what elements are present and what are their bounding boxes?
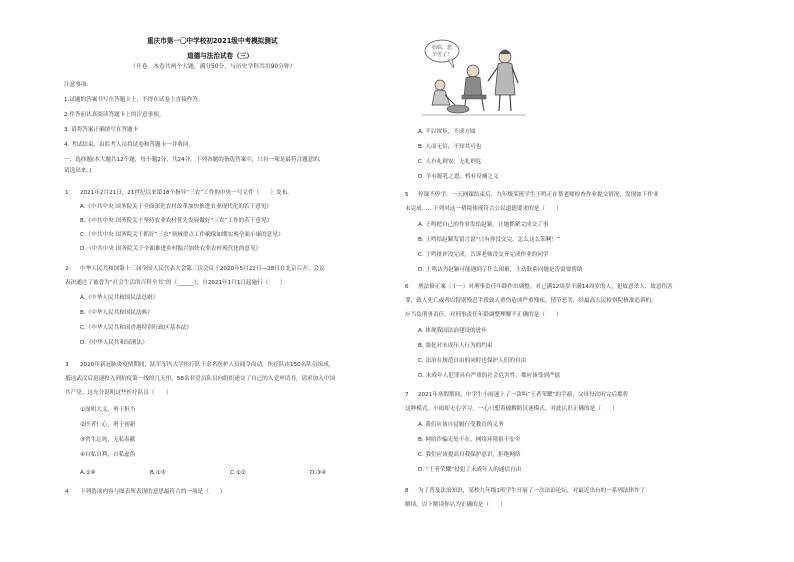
bubble-text: 辛苦了！ (431, 52, 453, 58)
question-stem: 应当负刑事责任。对刑事责任年龄调整理解不正确的是（ ） (405, 312, 562, 318)
statement-item: ①深明大义，勇于担当 (80, 407, 136, 413)
statement-item: ④自私自利，自私虚伪 (80, 452, 136, 458)
answer-option: B.《中华人民共和国民法典》 (80, 310, 153, 316)
question-stem: 罪，致人死亡或者以特别残忍手段致人重伤造成严重残疾，情节恶劣，经最高人民检察院核准追诉的， (405, 298, 657, 304)
question-stem: 这种模式。小雨却无心学习，一心只想着破解防沉迷模式。对此认识正确的是（ ） (405, 406, 618, 412)
answer-option: B. 强化对未成年人行为的约束 (418, 343, 493, 349)
answer-option: C. 人有礼则安，无礼则危 (418, 159, 482, 165)
cartoon-illustration (418, 37, 530, 119)
answer-option: C. 法治在规范自由的同时也保护人们的自由 (418, 358, 527, 364)
note-item: 4. 考试结束，由监考人员将试卷和答题卡一并收回。 (64, 142, 195, 148)
note-item: 2.作答前认真阅读答题卡上的注意事项。 (64, 112, 165, 118)
question-stem: 未完成……下列对这一情境体现符合公民道德要求的是（ ） (405, 206, 562, 212)
answer-option: D.《中华人民共和国刑法》 (80, 340, 148, 346)
question-stem: 中华人民共和国第十三届全国人民代表大会第三次会议于2020年5月22日—28日在北京召开。会议 (80, 266, 325, 272)
answer-option: A. 体现我国法治建设的进步 (418, 328, 487, 334)
exam-info: （开卷 本卷共两个大题，满分50分，与历史学科共用90分钟） (130, 64, 296, 70)
question-stem: 为了普及法治知识，某校九年级1班学生开展了一次法治论坛，对最近出台的一系列法律作了 (418, 488, 646, 494)
question-number: 8 (405, 488, 409, 494)
answer-option: A.①④ (80, 470, 96, 476)
answer-option: A. 我们应该自觉履行受教育的义务 (418, 422, 504, 428)
answer-option: D.《中共中央 国务院关于全面推进乡村振兴加快农业农村现代化的意见》 (80, 246, 262, 252)
question-number: 3 (65, 362, 69, 368)
question-number: 2 (65, 266, 69, 272)
statement-item: ③舍生忘死，无私奉献 (80, 437, 136, 443)
question-stem: 共产党。这充分说明这些医疗队员（ ） (65, 390, 172, 396)
question-stem: 停课不停学。一天网课结束后，九年级某班学生王鸣正在帮老师检查作业提交情况，发现如下作业 (418, 192, 659, 198)
question-number: 7 (405, 392, 409, 398)
answer-option: A.《中共中央 国务院关于全面深化农村改革加快推进农业现代化的若干意见》 (80, 204, 272, 210)
answer-option: D. “王者荣耀”侵犯了未成年人的通信自由 (418, 467, 522, 473)
note-item: 1.试题的答案书写在答题卡上，不得在试卷上直接作答。 (64, 97, 204, 103)
answer-option: C.《中华人民共和国香港特别行政区基本法》 (80, 325, 192, 331)
question-stem: 刑法修正案（十一）对刑事责任年龄作出调整，对已满12周岁不满14周岁的人，犯故意杀人、故意伤害 (418, 284, 673, 290)
answer-option: C. 我们应该提高自我保护意识，拒绝网络 (418, 452, 521, 458)
notes-title: 注意事项： (64, 82, 92, 88)
answer-option: C.《中共中央 国务院关于抓好“三农”领域重点工作确保如期实现全面小康的意见》 (80, 232, 284, 238)
answer-option: B. 人而无信，不知其可也 (418, 144, 482, 150)
question-stem: 抵达武汉后迅速投入到抗疫第一线的几天里，58名非党员队员向组织递交了自己的入党申请书，请求加入中国 (65, 376, 336, 382)
answer-option: A. 王鸣把自己的作业发给赵颖，让她抓紧完成交了事 (418, 222, 549, 228)
question-number: 5 (405, 192, 409, 198)
question-stem: 2021年2月21日，21世纪以来第18个指导“三农”工作的中央一号文件（ ）发布。 (80, 190, 293, 196)
answer-option: B.《中共中央 国务院关于坚持农业农村优先发展做好“三农”工作的若干意见》 (80, 218, 273, 224)
answer-option: D. 王鸣认为赵颖可能遇到了什么困难，主动联系问她是否需要帮助 (418, 267, 583, 273)
note-item: 3. 请将答案正确填写在答题卡 (64, 127, 139, 133)
section-heading: 一、选择题(本大题共12个题，每小题2分，共24分。下列各题的备选答案中，只有一项是最符合题意的， (64, 157, 325, 163)
answer-option: C.①② (230, 470, 246, 476)
answer-option: D.③④ (310, 470, 327, 476)
question-stem: 下列选项内容与图表所表现的意思最符合的一项是（ ） (80, 489, 226, 495)
answer-option: D. 羊有跪乳之恩，鸦有反哺之义 (418, 174, 499, 180)
answer-option: C. 王鸣批评没完成，告诉老师没交齐完成作业的同学 (418, 252, 549, 258)
question-number: 4 (65, 489, 69, 495)
question-stem: 2020年新冠肺炎疫情期间，陆军军医大学医疗队千余名医护人员闻令而动，医疗队由150名队员组成， (80, 362, 335, 368)
question-number: 1 (65, 190, 69, 196)
school-title: 重庆市第一〇中学校初2021级中考模拟测试 (147, 37, 278, 45)
answer-option: B.①③ (150, 470, 166, 476)
answer-option: A.《中华人民共和国民法总则》 (80, 295, 159, 301)
answer-option: A. 不以规矩，不成方圆 (418, 129, 476, 135)
answer-option: B. 王鸣给赵颖发留言说“只有你没交完，怎么这么笨啊！” (418, 237, 560, 243)
question-number: 6 (405, 284, 409, 290)
subject-title: 道德与法治试卷（三） (187, 52, 253, 60)
question-stem: 解读。以下解读你认为正确的是（ ） (405, 502, 506, 508)
statement-item: ②医者仁心，勇于创新 (80, 422, 136, 428)
question-stem: 表决通过了被誉为“社会生活的百科全书”的《______》，自2021年1月1日起施行（ ） (65, 280, 286, 286)
bubble-text: 妈妈，您 (431, 45, 453, 51)
question-stem: 2021年寒假期间，中学生小雨迷上了一款叫“王者荣耀”的手游，父母每次听完后都将 (418, 392, 629, 398)
answer-option: D. 未成年人犯罪具有严重的社会危害性，都应该受到严惩 (418, 373, 561, 379)
section-heading: 请选出来。) (64, 168, 92, 174)
answer-option: B. 网络诈骗无处不在，网络环境很不安全 (418, 437, 521, 443)
